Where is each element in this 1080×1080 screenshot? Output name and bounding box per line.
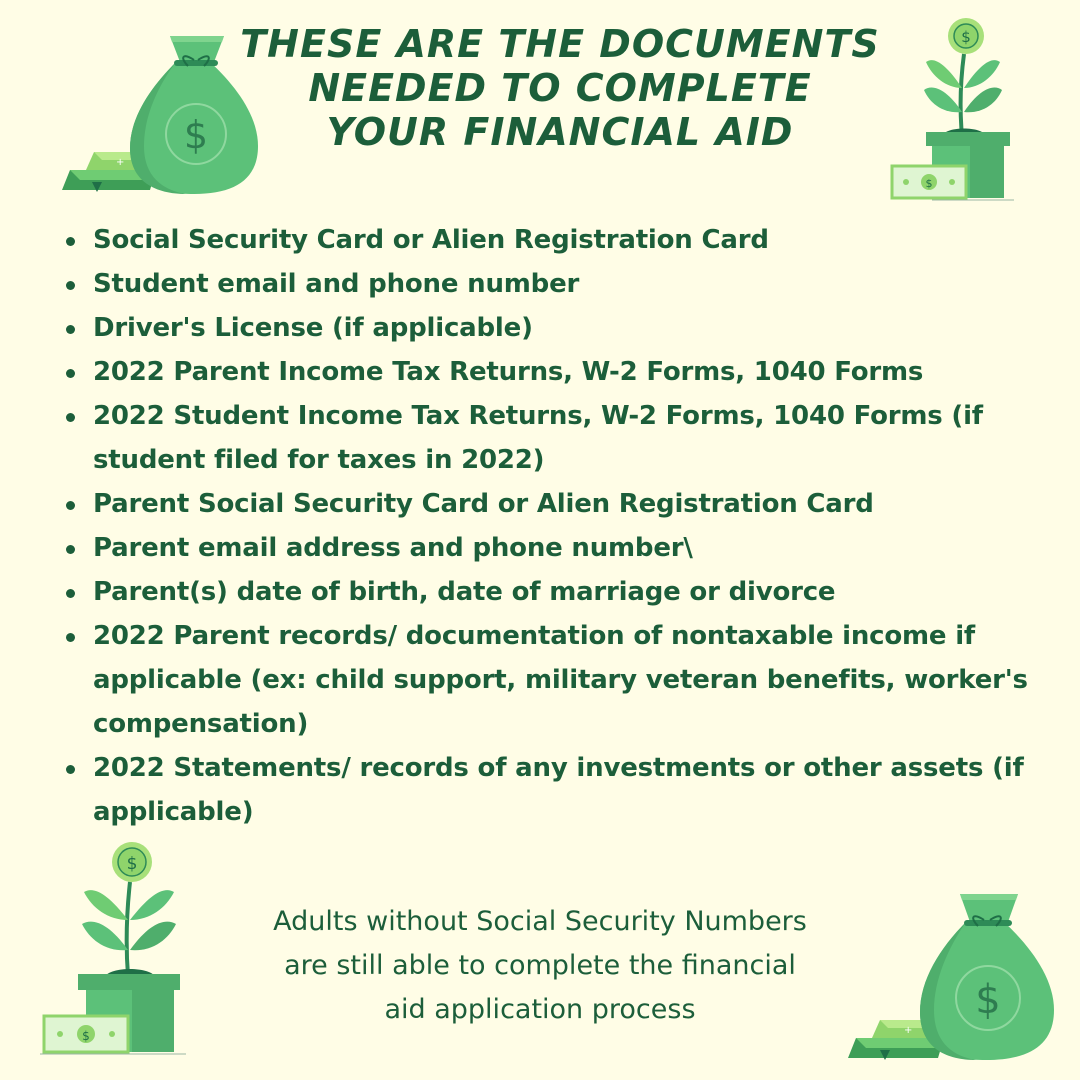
- list-item: [62, 350, 1042, 394]
- list-item: [62, 746, 1042, 834]
- bullet-icon: [66, 589, 75, 598]
- footer-note: Adults without Social Security Numbers are still able to complete the financial aid application process: [273, 906, 807, 1025]
- money-plant-icon: [36, 838, 196, 1060]
- list-item: [62, 218, 1042, 262]
- bullet-icon: [66, 325, 75, 334]
- svg-text:+: +: [116, 157, 125, 168]
- list-item-text: 2022 Student Income Tax Returns, W-2 Forms, 1040 Forms (if student filed for taxes in 2022): [93, 401, 983, 475]
- bullet-icon: [66, 237, 75, 246]
- list-item: [62, 570, 1042, 614]
- bullet-icon: [66, 369, 75, 378]
- list-item-text: Parent Social Security Card or Alien Registration Card: [93, 489, 874, 519]
- list-item-text: Driver's License (if applicable): [93, 313, 533, 343]
- svg-text:$: $: [975, 977, 1001, 1023]
- documents-list: [62, 218, 1042, 834]
- list-item: [62, 394, 1042, 482]
- list-item: [62, 526, 1042, 570]
- list-item-text: 2022 Statements/ records of any investments or other assets (if applicable): [93, 753, 1024, 827]
- money-bag-icon: [58, 30, 268, 196]
- money-bag-icon: [844, 888, 1060, 1064]
- bullet-icon: [66, 545, 75, 554]
- page-title: THESE ARE THE DOCUMENTS NEEDED TO COMPLETE YOUR FINANCIAL AID: [240, 22, 880, 154]
- list-item: [62, 262, 1042, 306]
- list-item-text: Student email and phone number: [93, 269, 580, 299]
- bullet-icon: [66, 633, 75, 642]
- svg-text:+: +: [904, 1025, 913, 1036]
- svg-text:$: $: [961, 28, 971, 46]
- svg-text:$: $: [183, 113, 209, 157]
- svg-text:$: $: [82, 1029, 90, 1043]
- bullet-icon: [66, 413, 75, 422]
- list-item-text: Social Security Card or Alien Registration Card: [93, 225, 769, 255]
- list-item-text: 2022 Parent Income Tax Returns, W-2 Forms, 1040 Forms: [93, 357, 924, 387]
- list-item-text: 2022 Parent records/ documentation of nontaxable income if applicable (ex: child support, military veteran benefits, worker's compensation): [93, 621, 1028, 739]
- list-item: [62, 482, 1042, 526]
- bullet-icon: [66, 281, 75, 290]
- svg-text:$: $: [925, 177, 933, 190]
- list-item: [62, 614, 1042, 746]
- bullet-icon: [66, 765, 75, 774]
- list-item-text: Parent(s) date of birth, date of marriage or divorce: [93, 577, 836, 607]
- bullet-icon: [66, 501, 75, 510]
- list-item: [62, 306, 1042, 350]
- money-plant-icon: [886, 14, 1016, 202]
- svg-text:$: $: [126, 854, 138, 874]
- list-item-text: Parent email address and phone number\: [93, 533, 693, 563]
